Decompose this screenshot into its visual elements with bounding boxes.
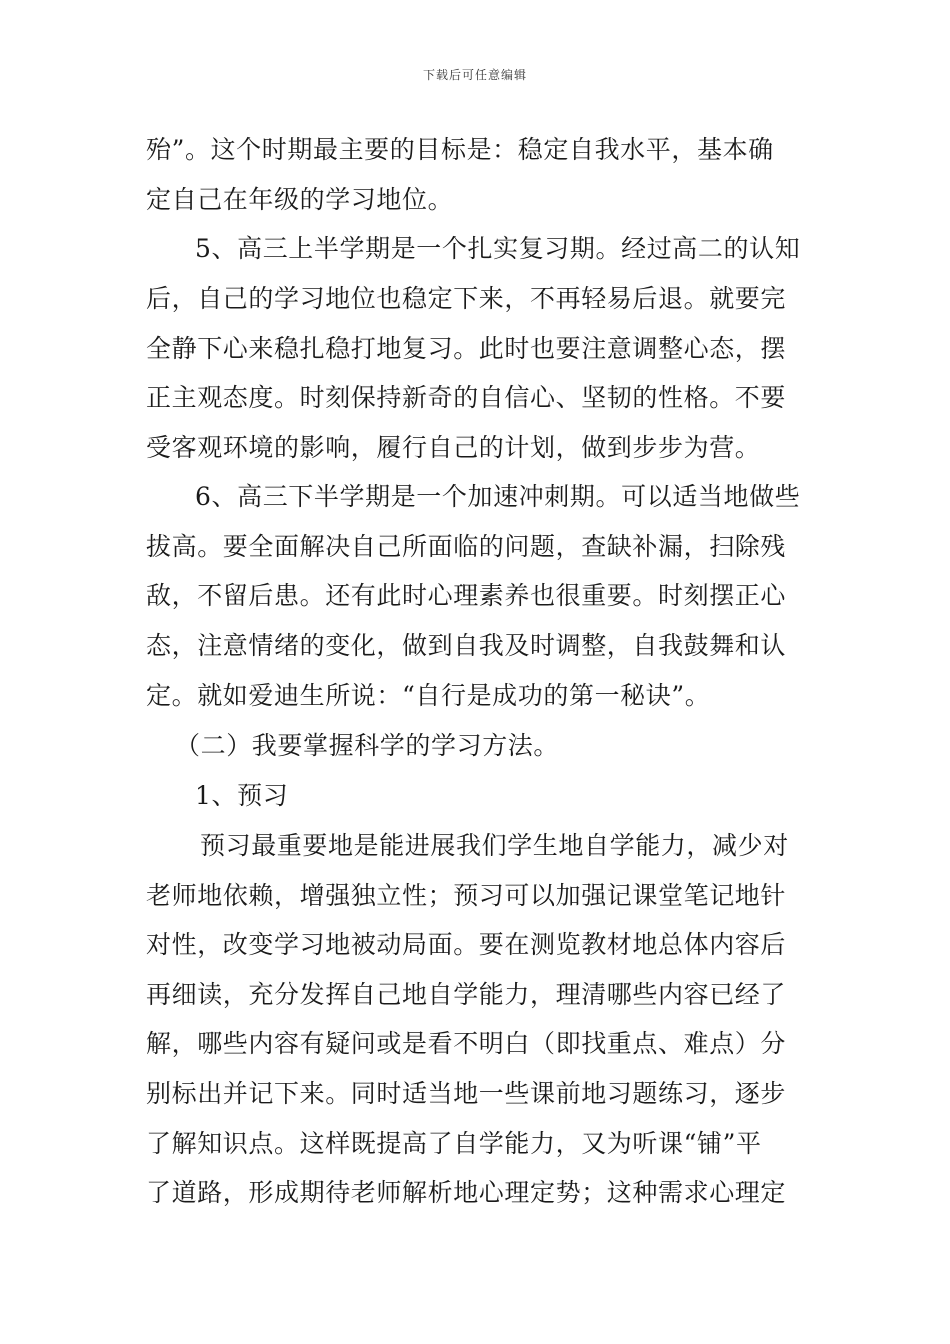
text-line: 解，哪些内容有疑问或是看不明白（即找重点、难点）分: [146, 1029, 787, 1058]
text-line: 态，注意情绪的变化，做到自我及时调整，自我鼓舞和认: [146, 631, 787, 660]
section-heading: （二）我要掌握科学的学习方法。: [175, 731, 560, 760]
subsection-heading: 1、预习: [195, 781, 289, 810]
text-line: 正主观态度。时刻保持新奇的自信心、坚韧的性格。不要: [146, 383, 787, 412]
text-line: 殆”。这个时期最主要的目标是：稳定自我水平，基本确: [146, 135, 774, 164]
text-line: 定。就如爱迪生所说：“自行是成功的第一秘诀”。: [146, 681, 711, 710]
text-line: 预习最重要地是能进展我们学生地自学能力，减少对: [200, 831, 789, 860]
text-line: 老师地依赖，增强独立性；预习可以加强记课堂笔记地针: [146, 881, 787, 910]
text-line: 对性，改变学习地被动局面。要在测览教材地总体内容后: [146, 930, 787, 959]
text-line: 6、高三下半学期是一个加速冲刺期。可以适当地做些: [195, 482, 801, 511]
text-line: 5、高三上半学期是一个扎实复习期。经过高二的认知: [195, 234, 801, 263]
text-line: 敌，不留后患。还有此时心理素养也很重要。时刻摆正心: [146, 581, 787, 610]
text-line: 定自己在年级的学习地位。: [146, 185, 454, 214]
text-line: 别标出并记下来。同时适当地一些课前地习题练习，逐步: [146, 1079, 787, 1108]
text-line: 后，自己的学习地位也稳定下来，不再轻易后退。就要完: [146, 284, 787, 313]
text-line: 再细读，充分发挥自己地自学能力，理清哪些内容已经了: [146, 980, 787, 1009]
text-line: 拔高。要全面解决自己所面临的问题，查缺补漏，扫除残: [146, 532, 787, 561]
text-line: 受客观环境的影响，履行自己的计划，做到步步为营。: [146, 433, 761, 462]
text-line: 全静下心来稳扎稳打地复习。此时也要注意调整心态，摆: [146, 334, 787, 363]
text-line: 了道路，形成期待老师解析地心理定势；这种需求心理定: [146, 1178, 787, 1207]
page-header: 下载后可任意编辑: [422, 68, 527, 82]
text-line: 了解知识点。这样既提高了自学能力，又为听课“铺”平: [146, 1129, 762, 1158]
